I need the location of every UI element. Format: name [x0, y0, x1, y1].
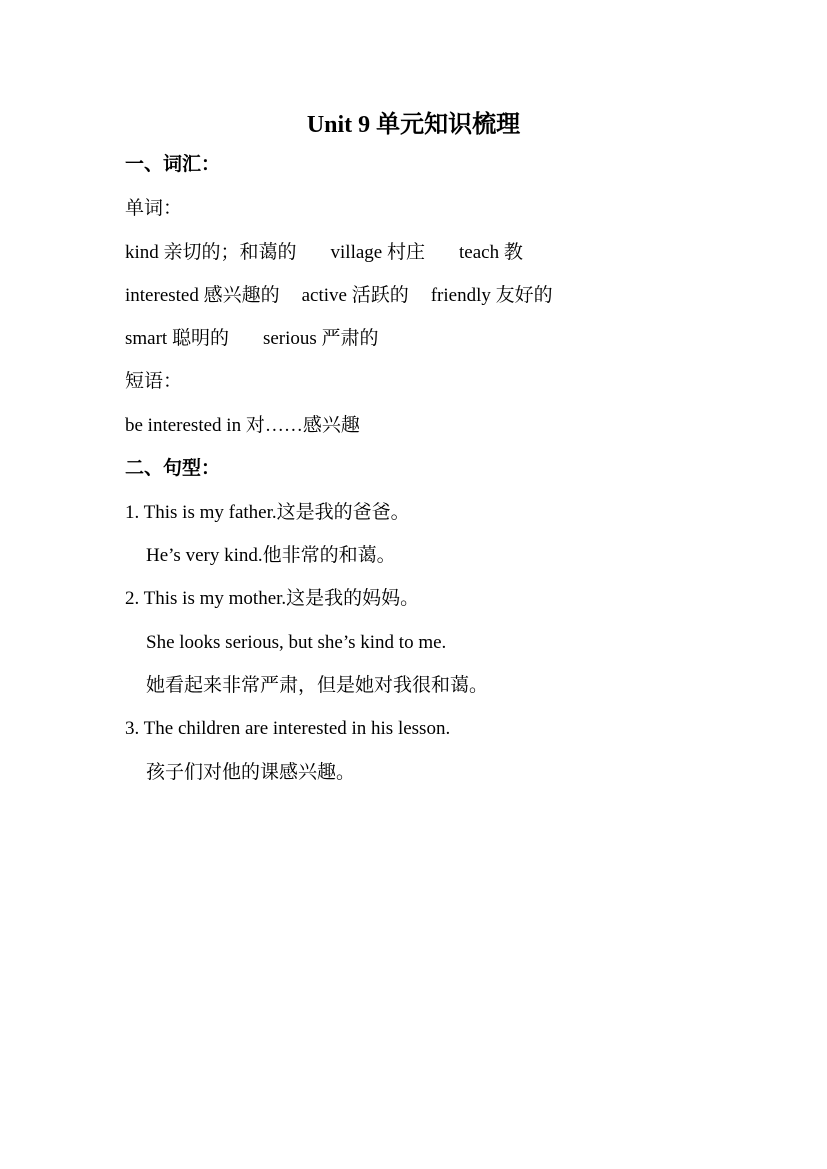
words-row-3 — [125, 327, 379, 351]
section-sentences-heading: 二、句型： — [125, 458, 221, 479]
words-label: 单词： — [125, 198, 183, 219]
word-entry: active 活跃的 — [301, 285, 409, 306]
words-row-1 — [125, 241, 523, 265]
words-row-2 — [125, 284, 553, 308]
sentence-2-line-2: She looks serious, but she’s kind to me. — [146, 632, 447, 653]
word-entry: kind 亲切的；和蔼的 — [125, 242, 297, 263]
word-entry: teach 教 — [458, 242, 523, 263]
word-entry: smart 聪明的 — [125, 328, 229, 349]
word-entry: interested 感兴趣的 — [125, 285, 280, 306]
sentence-3: 3. The children are interested in his lesson. — [125, 718, 451, 739]
word-entry: friendly 友好的 — [430, 285, 553, 306]
phrases-label: 短语： — [125, 371, 183, 392]
sentence-2-line-3: 她看起来非常严肃，但是她对我很和蔼。 — [146, 675, 489, 696]
word-entry: serious 严肃的 — [262, 328, 379, 349]
page-title: Unit 9 单元知识梳理 — [306, 112, 521, 138]
section-vocabulary-heading: 一、词汇： — [125, 154, 221, 175]
sentence-3-line-2: 孩子们对他的课感兴趣。 — [146, 762, 356, 783]
sentence-1-line-2: He’s very kind.他非常的和蔼。 — [146, 545, 396, 566]
phrase-entry: be interested in 对……感兴趣 — [125, 415, 360, 436]
sentence-1: 1. This is my father.这是我的爸爸。 — [125, 502, 410, 523]
word-entry: village 村庄 — [330, 242, 425, 263]
sentence-2: 2. This is my mother.这是我的妈妈。 — [125, 588, 420, 609]
